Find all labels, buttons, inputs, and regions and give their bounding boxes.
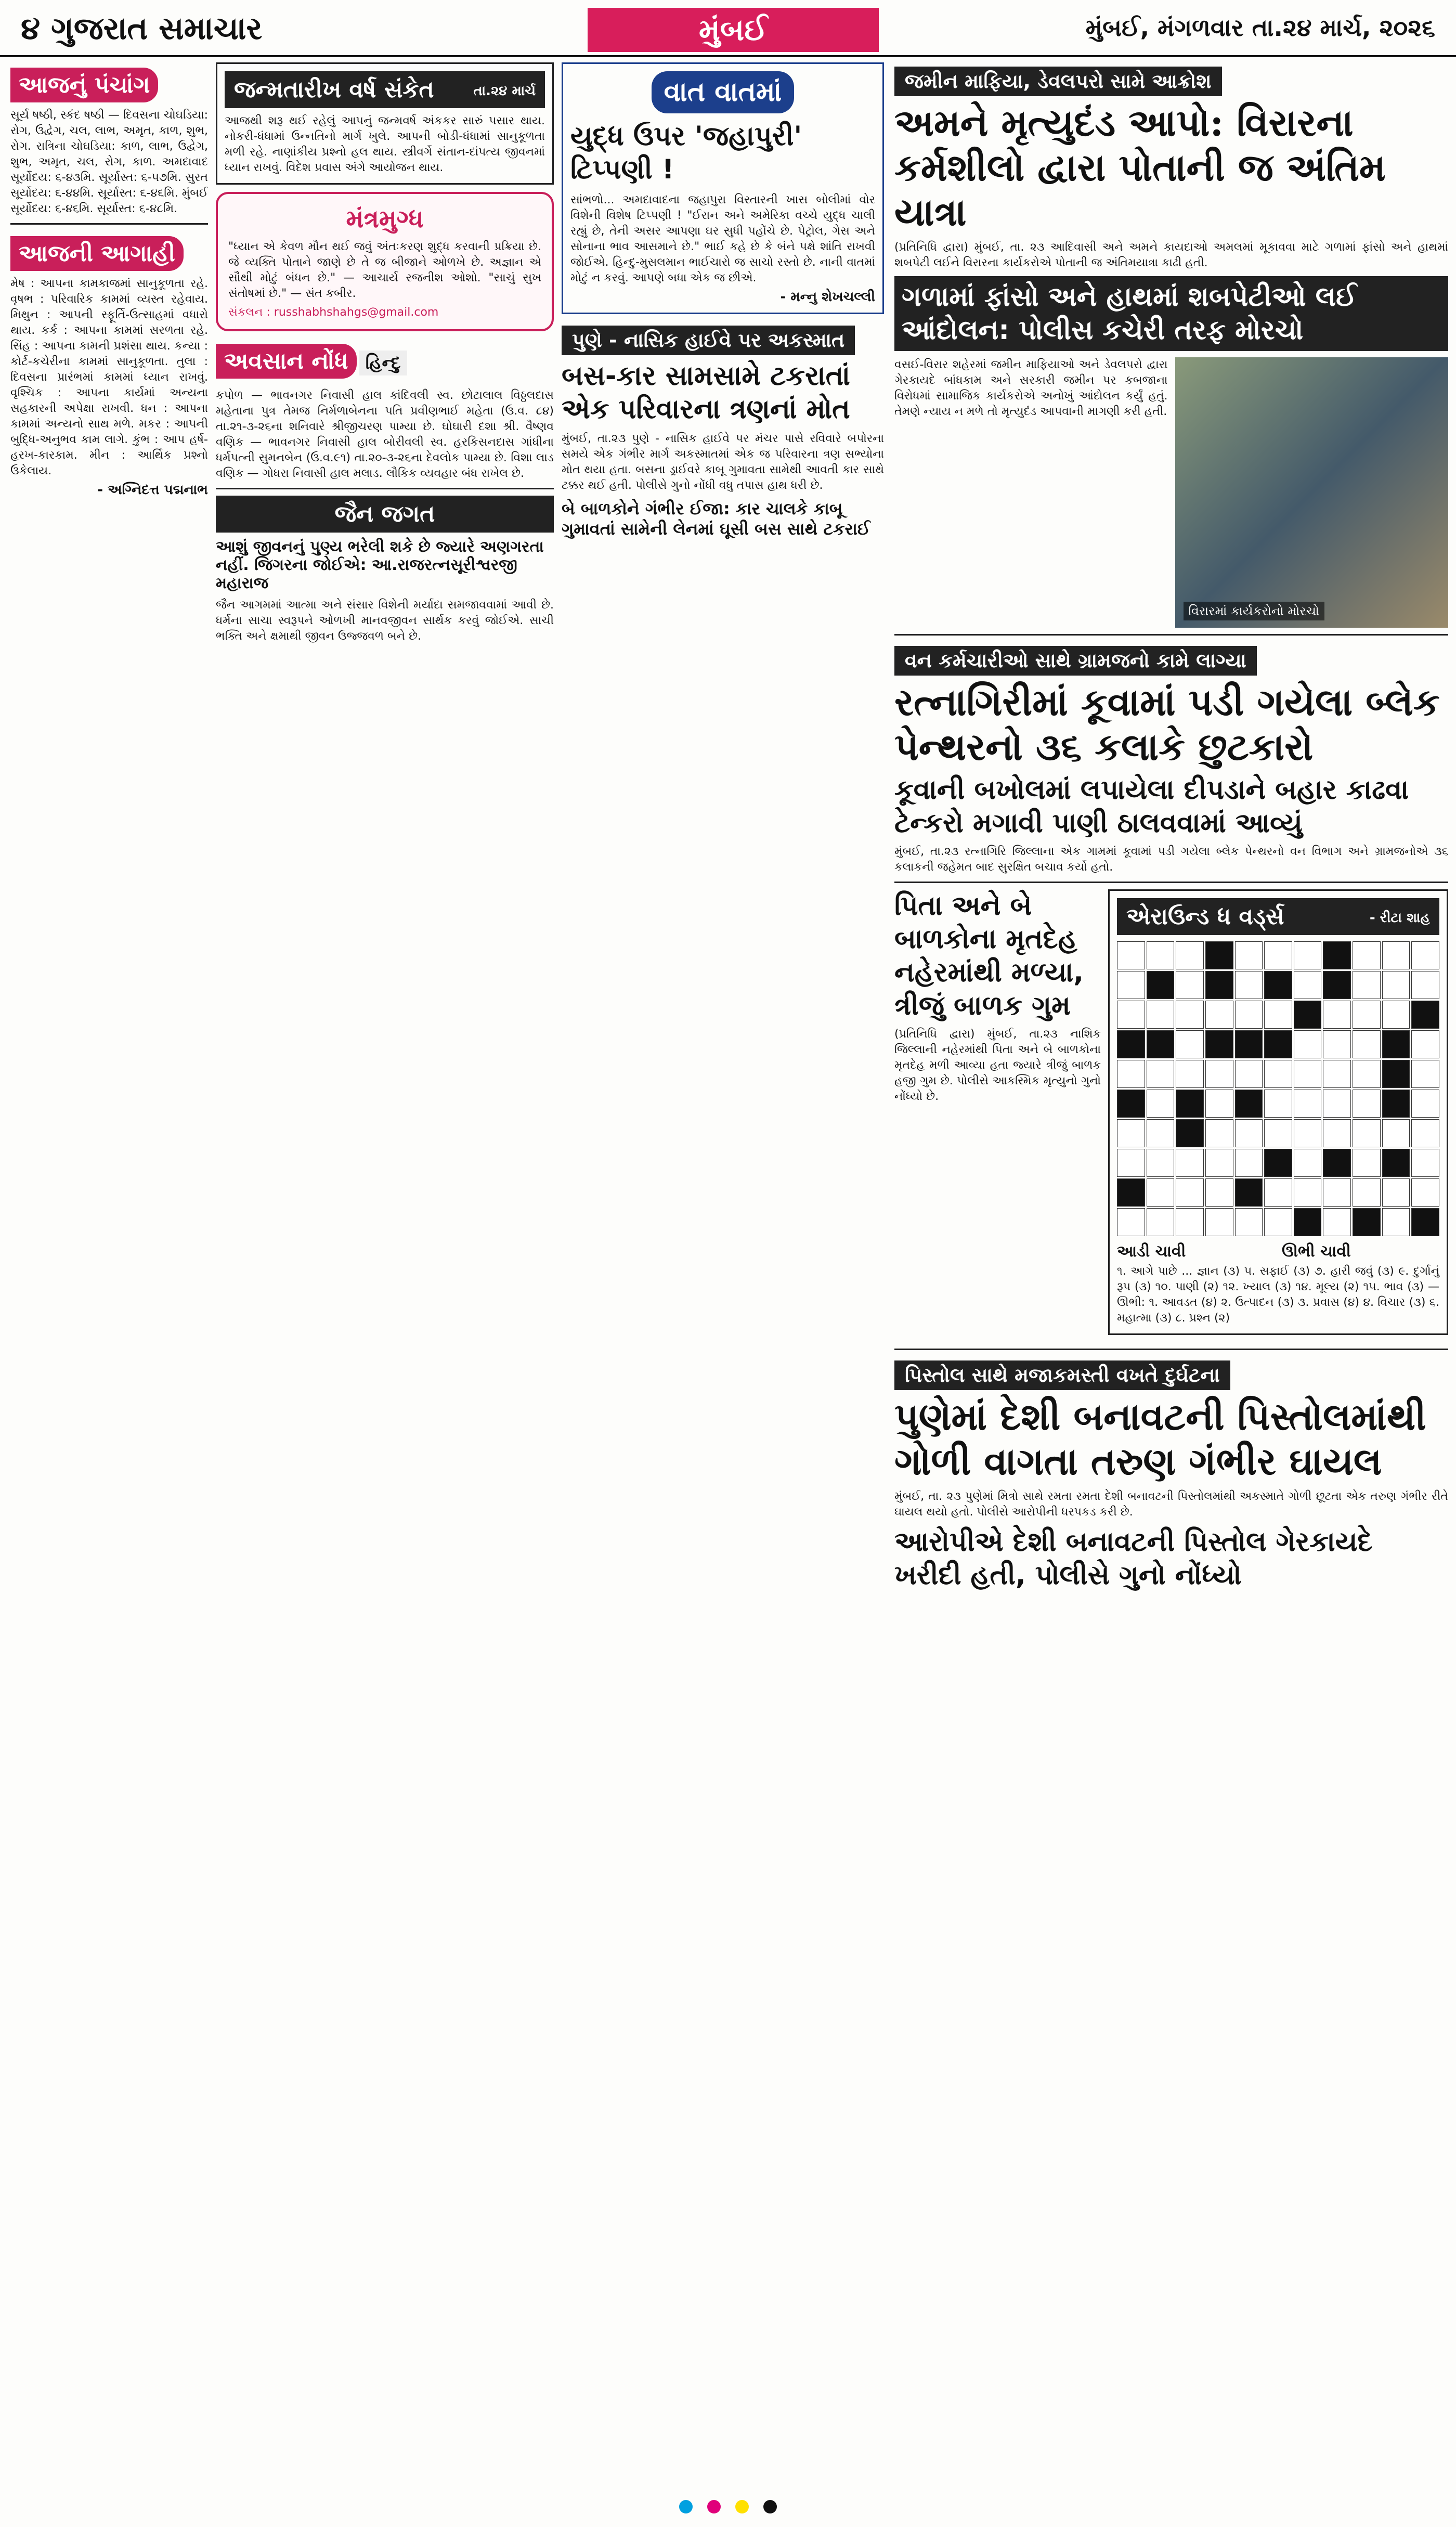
vaat-vaatma-panel	[562, 62, 884, 314]
crossword-cell	[1353, 1178, 1381, 1207]
pistol-sub: આરોપીએ દેશી બનાવટની પિસ્તોલ ગેરકાયદે ખરીદી હતી, પોલીસે ગુનો નોંધ્યો	[894, 1526, 1373, 1591]
crossword-cell	[1323, 941, 1351, 969]
vaat-title: વાત વાતમાં	[652, 71, 795, 113]
crossword-cell	[1353, 1060, 1381, 1088]
child-head: પિતા અને બે બાળકોના મૃતદેહ નહેરમાંથી મળ્યા, ત્રીજું બાળક ગુમ	[894, 890, 1084, 1021]
crossword-cell	[1323, 1208, 1351, 1236]
crossword-cell	[1205, 1060, 1233, 1088]
crossword-cell	[1176, 1149, 1204, 1177]
crossword-cell	[1235, 1030, 1263, 1058]
jain-head: આશું જીવનનું પુણ્ય ભરેલી શકે છે જ્યારે અણગરતા નહીં. જિગરના જોઈએ: આ.રાજરત્નસૂરીશ્વરજી મહારાજ	[216, 538, 544, 592]
crossword-cell	[1117, 1090, 1145, 1118]
crossword-cell	[1264, 1090, 1292, 1118]
crossword-cell	[1382, 1060, 1410, 1088]
crossword-cell	[1264, 1001, 1292, 1029]
crossword-cell	[1323, 971, 1351, 999]
crossword-cell	[1353, 1001, 1381, 1029]
leopard-text: મુંબઈ, તા.૨૩ રત્નાગિરિ જિલ્લાના એક ગામમાં કૂવામાં પડી ગયેલા બ્લેક પેન્થરનો વન વિભાગ અને ગ્રામજનોએ ૩૬ કલાકની જહેમત બાદ સુરક્ષિત બચાવ કર્યો હતો.	[894, 845, 1448, 874]
crossword-cell	[1176, 971, 1204, 999]
black-dot	[763, 2500, 777, 2513]
column-lead	[894, 62, 1448, 2481]
crossword-cell	[1382, 1030, 1410, 1058]
section-label: મુંબઈ	[588, 8, 879, 52]
crossword-cell	[1411, 941, 1439, 969]
pune-head: બસ-કાર સામસામે ટકરાતાં એક પરિવારના ત્રણનાં મોત	[562, 360, 850, 425]
leopard-head: રત્નાગિરીમાં કૂવામાં પડી ગયેલા બ્લેક પેન્થરનો ૩૬ કલાકે છુટકારો	[894, 680, 1440, 769]
vars-date: તા.૨૪ માર્ચ	[473, 83, 536, 99]
vars-title: જન્મતારીખ વર્ષ સંકેત તા.૨૪ માર્ચ	[225, 71, 545, 108]
crossword-cell	[1411, 1060, 1439, 1088]
crossword-cell	[1382, 941, 1410, 969]
crossword-cell	[1294, 1119, 1322, 1147]
crossword-cell	[1176, 941, 1204, 969]
crossword-cell	[1294, 971, 1322, 999]
yellow-dot	[735, 2500, 749, 2513]
column-features	[216, 62, 554, 2481]
crossword-cell	[1411, 1149, 1439, 1177]
crossword-cell	[1235, 1208, 1263, 1236]
crossword-cell	[1235, 971, 1263, 999]
crossword-cell	[1147, 1178, 1175, 1207]
crossword-cell	[1205, 941, 1233, 969]
crossword-cell	[1411, 1001, 1439, 1029]
cw-author: - રીટા શાહ	[1369, 910, 1430, 926]
crossword-cell	[1294, 1060, 1322, 1088]
crossword-cell	[1411, 971, 1439, 999]
jain-text: જૈન આગમમાં આત્મા અને સંસાર વિશેની મર્યાદા સમજાવવામાં આવી છે. ધર્મના સાચા સ્વરૂપને ઓળખી માનવજીવન સાર્થક કરવું જોઈએ. સાચી ભક્તિ અને ક્ષમાથી જીવન ઉજ્જવળ બને છે.	[216, 599, 554, 643]
crossword-cell	[1117, 1001, 1145, 1029]
crossword-cell	[1264, 1060, 1292, 1088]
cw-across-title: આડી ચાવી	[1117, 1242, 1186, 1261]
crossword-cell	[1382, 1149, 1410, 1177]
crossword-cell	[1353, 971, 1381, 999]
cw-clues: ૧. આગે પાછે ... જ્ઞાન (૩) ૫. સફાઈ (૩) ૭. હારી જવું (૩) ૯. દુર્ગાનું રૂપ (૩) ૧૦. પાણી (૨) ૧૨. ખ્યાલ (૩) ૧૪. મૂલ્ય (૨) ૧૫. ભાવ (૩) — ઊભી: ૧. આવડત (૪) ૨. ઉત્પાદન (૩) ૩. પ્રવાસ (૪) ૪. વિચાર (૩) ૬. મહાત્મા (૩) ૮. પ્રશ્ન (૨)	[1117, 1265, 1439, 1325]
crossword-cell	[1411, 1178, 1439, 1207]
crossword-cell	[1353, 1119, 1381, 1147]
crossword-cell	[1176, 1030, 1204, 1058]
crossword-cell	[1411, 1208, 1439, 1236]
crossword-panel	[1108, 889, 1448, 1335]
crossword-cell	[1205, 971, 1233, 999]
crossword-cell	[1323, 1178, 1351, 1207]
crossword-cell	[1235, 1090, 1263, 1118]
crossword-cell	[1264, 1208, 1292, 1236]
pistol-text: મુંબઈ, તા. ૨૩ પુણેમાં મિત્રો સાથે રમતા રમતા દેશી બનાવટની પિસ્તોલમાંથી અકસ્માતે ગોળી છૂટતા એક તરુણ ગંભીર રીતે ઘાયલ થયો હતો. પોલીસે આરોપીની ધરપકડ કરી છે.	[894, 1490, 1448, 1519]
photo-caption: વિરારમાં કાર્યકરોનો મોરચો	[1184, 602, 1324, 620]
crossword-cell	[1264, 971, 1292, 999]
crossword-cell	[1411, 1090, 1439, 1118]
avsan-text: કપોળ — ભાવનગર નિવાસી હાલ કાંદિવલી સ્વ. છોટાલાલ વિઠ્ઠલદાસ મહેતાના પુત્ર તેમજ નિર્મળાબેનના પતિ પ્રવીણભાઈ મહેતા (ઉ.વ. ૮૪) તા.૨૧-૩-૨૬ના શનિવારે શ્રીજીચરણ પામ્યા છે. ઘોઘારી દશા શ્રી. વૈષ્ણવ વણિક — ભાવનગર નિવાસી હાલ બોરીવલી સ્વ. હરકિસનદાસ ગાંધીના ધર્મપત્ની સુમનબેન (ઉ.વ.૯૧) તા.૨૦-૩-૨૬ના દેવલોક પામ્યા છે. વિશા લાડ વણિક — ગોધરા નિવાસી હાલ મલાડ. લૌકિક વ્યવહાર બંધ રાખેલ છે.	[216, 389, 554, 480]
crossword-cell	[1353, 1090, 1381, 1118]
crossword-cell	[1353, 941, 1381, 969]
mantra-contact: સંકલન : russhabhshahgs@gmail.com	[228, 306, 439, 319]
pune-kicker: પુણે - નાસિક હાઈવે પર અકસ્માત	[562, 326, 855, 355]
crossword-cell	[1235, 1149, 1263, 1177]
crossword-cell	[1147, 971, 1175, 999]
crossword-cell	[1411, 1030, 1439, 1058]
crossword-cell	[1176, 1001, 1204, 1029]
crossword-cell	[1117, 1060, 1145, 1088]
crossword-cell	[1264, 1178, 1292, 1207]
cw-down-title: ઊભી ચાવી	[1282, 1242, 1351, 1261]
crossword-cell	[1117, 1119, 1145, 1147]
crossword-cell	[1294, 1149, 1322, 1177]
crossword-cell	[1176, 1178, 1204, 1207]
crossword-cell	[1323, 1090, 1351, 1118]
crossword-cell	[1235, 1178, 1263, 1207]
crossword-cell	[1117, 1030, 1145, 1058]
crossword-cell	[1294, 1090, 1322, 1118]
crossword-cell	[1353, 1149, 1381, 1177]
crossword-cell	[1117, 1178, 1145, 1207]
issue-date: મુંબઈ, મંગળવાર તા.૨૪ માર્ચ, ૨૦૨૬	[1085, 14, 1435, 42]
crossword-cell	[1294, 1001, 1322, 1029]
crossword-cell	[1264, 1119, 1292, 1147]
crossword-cell	[1353, 1208, 1381, 1236]
crossword-cell	[1147, 941, 1175, 969]
cw-title: એરાઉન્ડ ધ વર્ડ્સ	[1126, 903, 1284, 930]
crossword-cell	[1294, 1178, 1322, 1207]
masthead	[0, 0, 1456, 57]
crossword-cell	[1205, 1090, 1233, 1118]
crossword-cell	[1382, 1090, 1410, 1118]
crossword-cell	[1147, 1090, 1175, 1118]
crossword-cell	[1382, 1178, 1410, 1207]
cyan-dot	[679, 2500, 693, 2513]
crossword-cell	[1323, 1030, 1351, 1058]
crossword-cell	[1323, 1119, 1351, 1147]
column-panchang	[10, 62, 208, 2481]
crossword-cell	[1323, 1149, 1351, 1177]
vaat-author: - મન્નુ શેખચલ્લી	[780, 289, 875, 305]
jain-jagat-title: જૈન જગત	[216, 496, 554, 533]
lead-sub: ગળામાં ફાંસો અને હાથમાં શબપેટીઓ લઈ આંદોલન: પોલીસ કચેરી તરફ મોરચો	[894, 276, 1448, 351]
page-number: ૪	[21, 10, 41, 47]
lead-kicker: જમીન માફિયા, ડેવલપરો સામે આક્રોશ	[894, 67, 1222, 96]
crossword-cell	[1205, 1030, 1233, 1058]
crossword-cell	[1176, 1060, 1204, 1088]
page-number-and-paper	[21, 10, 262, 47]
aagahi-text: મેષ : આપના કામકાજમાં સાનુકૂળતા રહે. વૃષભ : પરિવારિક કામમાં વ્યસ્ત રહેવાય. મિથુન : આપની સ્ફૂર્તિ-ઉત્સાહમાં વધારો થાય. કર્ક : આપના કામમાં સરળતા રહે. સિંહ : આપના કામની પ્રશંસા થાય. કન્યા : કોર્ટ-કચેરીના કામમાં સાનુકૂળતા. તુલા : દિવસના પ્રારંભમાં કામમાં ધ્યાન રાખવું. વૃશ્ચિક : આપના કાર્યમાં અન્યના સહકારની અપેક્ષા રાખવી. ધન : આપના કામમાં અન્યનો સાથ મળે. મકર : આપની બુદ્ધિ-અનુભવ કામ લાગે. કુંભ : આપ હર્ષ-હરખ-કારકામ. મીન : આર્થિક પ્રશ્નો ઉકેલાય.	[10, 277, 208, 477]
crossword-cell	[1176, 1090, 1204, 1118]
crossword-cell	[1205, 1178, 1233, 1207]
crossword-cell	[1147, 1001, 1175, 1029]
crossword-cell	[1147, 1030, 1175, 1058]
crossword-cell	[1117, 941, 1145, 969]
protest-photo	[1175, 357, 1449, 628]
crossword-cell	[1205, 1208, 1233, 1236]
crossword-cell	[1117, 1149, 1145, 1177]
magenta-dot	[707, 2500, 721, 2513]
lead-text: (પ્રતિનિધિ દ્વારા) મુંબઈ, તા. ૨૩ આદિવાસી અને અમને કાયદાઓ અમલમાં મૂકાવવા માટે ગળામાં ફાંસો અને હાથમાં શબપેટી લઈને વિરારના કાર્યકરોએ પોતાની જ અંતિમયાત્રા કાઢી હતી.	[894, 241, 1448, 269]
panchang-title: આજનું પંચાંગ	[10, 68, 158, 102]
child-text: (પ્રતિનિધિ દ્વારા) મુંબઈ, તા.૨૩ નાશિક જિલ્લાની નહેરમાંથી પિતા અને બે બાળકોના મૃતદેહ મળી આવ્યા હતા જ્યારે ત્રીજું બાળક હજી ગુમ છે. પોલીસે આકસ્મિક મૃત્યુનો ગુનો નોંધ્યો છે.	[894, 1028, 1101, 1103]
leopard-sub: કૂવાની બખોલમાં લપાયેલા દીપડાને બહાર કાઢવા ટેન્કરો મગાવી પાણી ઠાલવવામાં આવ્યું	[894, 774, 1409, 839]
crossword-cell	[1205, 1149, 1233, 1177]
aagahi-title: આજની આગાહી	[10, 236, 184, 271]
pune-text: મુંબઈ, તા.૨૩ પુણે - નાસિક હાઈવે પર મંચર પાસે રવિવારે બપોરના સમયે એક ગંભીર માર્ગ અકસ્માતમાં એક જ પરિવારના ત્રણ સભ્યોના મોત થયા હતા. બસના ડ્રાઈવરે કાબૂ ગુમાવતા સામેથી આવતી કાર સાથે ટક્કર થઈ હતી. પોલીસે ગુનો નોંધી વધુ તપાસ હાથ ધરી છે.	[562, 432, 884, 492]
crossword-cell	[1411, 1119, 1439, 1147]
mantramugdh-panel	[216, 192, 554, 331]
pistol-kicker: પિસ્તોલ સાથે મજાકમસ્તી વખતે દુર્ઘટના	[894, 1360, 1230, 1390]
crossword-cell	[1382, 1001, 1410, 1029]
paper-name: ગુજરાત સમાચાર	[51, 10, 263, 47]
hindu-title: હિન્દુ	[359, 351, 407, 375]
vars-text: આજથી શરૂ થઈ રહેલું આપનું જન્મવર્ષ અંકકર સારું પસાર થાય. નોકરી-ધંધામાં ઉન્નતિનો માર્ગ ખુલે. આપની બોડી-ધંધામાં સાનુકૂળતા મળી રહે. નાણાંકીય પ્રશ્નો હલ થાય. સ્ત્રીવર્ગે સંતાન-દાંપત્ય જીવનમાં ધ્યાન રાખવું. વિદેશ પ્રવાસ અંગે આયોજન થાય.	[225, 114, 545, 174]
crossword-grid	[1117, 941, 1439, 1236]
cw-title-bar	[1117, 898, 1439, 935]
avsan-title: અવસાન નોંધ	[216, 344, 357, 379]
crossword-cell	[1235, 1119, 1263, 1147]
crossword-cell	[1294, 1208, 1322, 1236]
crossword-cell	[1323, 1060, 1351, 1088]
crossword-cell	[1264, 1149, 1292, 1177]
crossword-cell	[1235, 1060, 1263, 1088]
crossword-cell	[1147, 1149, 1175, 1177]
crossword-cell	[1294, 941, 1322, 969]
crossword-cell	[1382, 1119, 1410, 1147]
leopard-kicker: વન કર્મચારીઓ સાથે ગ્રામજનો કામે લાગ્યા	[894, 646, 1257, 676]
crossword-cell	[1235, 941, 1263, 969]
crossword-cell	[1147, 1060, 1175, 1088]
crossword-cell	[1117, 1208, 1145, 1236]
column-vaat	[562, 62, 884, 2481]
crossword-cell	[1264, 941, 1292, 969]
crossword-cell	[1176, 1119, 1204, 1147]
crossword-cell	[1235, 1001, 1263, 1029]
crossword-cell	[1147, 1119, 1175, 1147]
vaat-head: યુદ્ધ ઉપર 'જહાપુરી' ટિપ્પણી !	[570, 121, 802, 185]
vars-sanket-panel	[216, 62, 554, 185]
crossword-cell	[1205, 1119, 1233, 1147]
crossword-cell	[1294, 1030, 1322, 1058]
crossword-cell	[1117, 971, 1145, 999]
aagahi-author: - અગ્નિદત્ત પદ્મનાભ	[97, 482, 208, 498]
vaat-text: સાંભળો... અમદાવાદના જહાપુરા વિસ્તારની ખાસ બોલીમાં વોર વિશેની વિશેષ ટિપ્પણી ! "ઈરાન અને અમેરિકા વચ્ચે યુદ્ધ ચાલી રહ્યું છે, તેની અસર આપણા ઘર સુધી પહોંચે છે. પેટ્રોલ, ગેસ અને સોનાના ભાવ આસમાને છે." ભાઈ કહે છે કે બંને પક્ષે શાંતિ રાખવી જોઈએ. હિન્દુ-મુસલમાન ભાઈચારો જ સાચો રસ્તો છે. નાની વાતમાં મોટું ન કરવું. આપણે બધા એક જ છીએ.	[570, 193, 875, 284]
pune-sub: બે બાળકોને ગંભીર ઈજા: કાર ચાલકે કાબૂ ગુમાવતાં સામેની લેનમાં ઘૂસી બસ સાથે ટકરાઈ	[562, 499, 870, 539]
mantra-text: "ધ્યાન એ કેવળ મૌન થઈ જવું અંતઃકરણ શુદ્ધ કરવાની પ્રક્રિયા છે. જે વ્યક્તિ પોતાને જાણે છે તે જ બીજાને ઓળખે છે. અજ્ઞાન એ સૌથી મોટું બંધન છે." — આચાર્ય રજનીશ ઓશો. "સાચું સુખ સંતોષમાં છે." — સંત કબીર.	[228, 240, 541, 300]
crossword-cell	[1205, 1001, 1233, 1029]
lead-head: અમને મૃત્યુદંડ આપો: વિરારના કર્મશીલો દ્વારા પોતાની જ અંતિમ યાત્રા	[894, 100, 1386, 234]
crossword-cell	[1147, 1208, 1175, 1236]
crossword-cell	[1353, 1030, 1381, 1058]
crossword-cell	[1176, 1208, 1204, 1236]
crossword-cell	[1264, 1030, 1292, 1058]
mantra-title: મંત્રમુગ્ધ	[346, 204, 424, 234]
panchang-text: સૂર્ય ષષ્ઠી, સ્કંદ ષષ્ઠી — દિવસના ચોઘડિયા: રોગ, ઉદ્વેગ, ચલ, લાભ, અમૃત, કાળ, શુભ, રોગ. રાત્રિના ચોઘડિયા: કાળ, લાભ, ઉદ્વેગ, શુભ, અમૃત, ચલ, રોગ, કાળ. અમદાવાદ સૂર્યોદય: ૬-૪૩મિ. સૂર્યાસ્ત: ૬-૫૭મિ. સુરત સૂર્યોદય: ૬-૪૪મિ. સૂર્યાસ્ત: ૬-૪૬મિ. મુંબઈ સૂર્યોદય: ૬-૪૬મિ. સૂર્યાસ્ત: ૬-૪૮મિ.	[10, 109, 208, 215]
crossword-cell	[1382, 971, 1410, 999]
pistol-head: પુણેમાં દેશી બનાવટની પિસ્તોલમાંથી ગોળી વાગતા તરુણ ગંભીર ઘાયલ	[894, 1394, 1426, 1483]
lead-text2: વસઈ-વિરાર શહેરમાં જમીન માફિયાઓ અને ડેવલપરો દ્વારા ગેરકાયદે બાંધકામ અને સરકારી જમીન પર કબજાના વિરોધમાં સામાજિક કાર્યકરોએ અનોખું આંદોલન કર્યું હતું. તેમણે ન્યાય ન મળે તો મૃત્યુદંડ આપવાની માગણી કરી હતી.	[894, 358, 1168, 418]
print-registration-marks	[0, 2491, 1456, 2522]
crossword-cell	[1323, 1001, 1351, 1029]
crossword-cell	[1382, 1208, 1410, 1236]
